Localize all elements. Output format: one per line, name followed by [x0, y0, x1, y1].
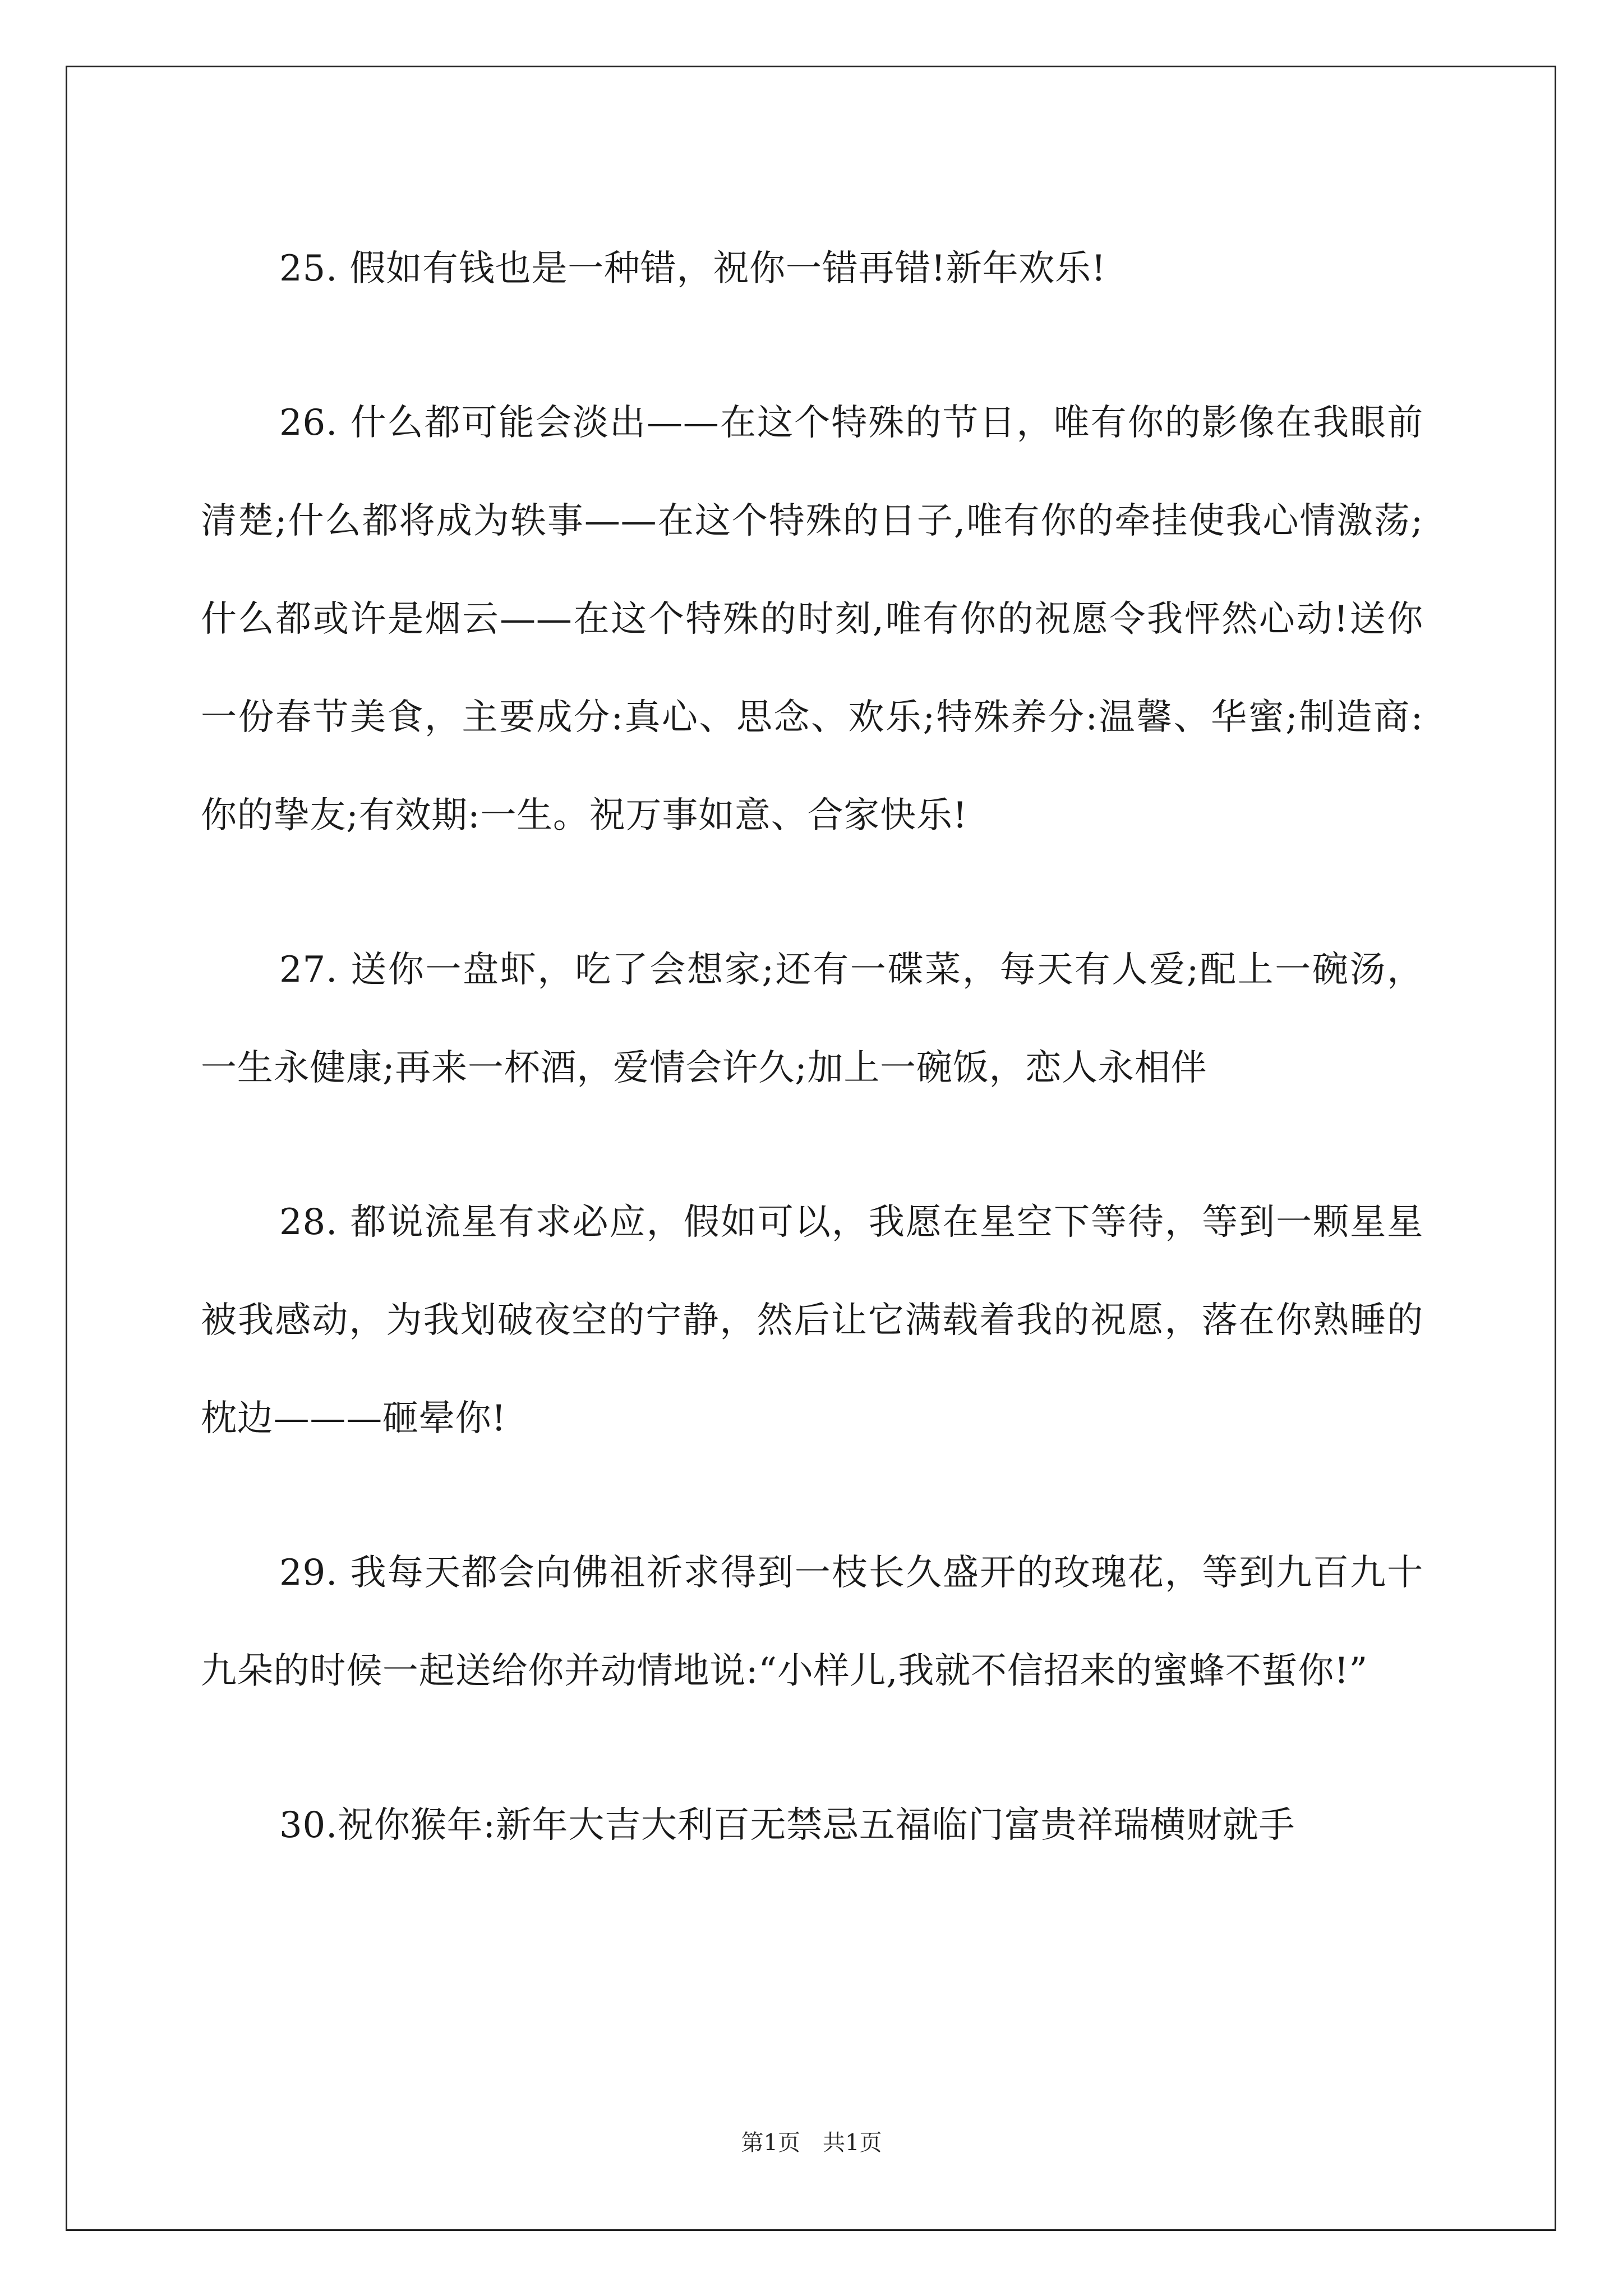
paragraph-30: 30.祝你猴年:新年大吉大利百无禁忌五福临门富贵祥瑞横财就手 — [279, 1805, 1295, 1846]
paragraph-27: 27. 送你一盘虾，吃了会想家;还有一碟菜，每天有人爱;配上一碗汤，一生永健康;再来一杯酒，爱情会许久;加上一碗饭，恋人永相伴 — [201, 949, 1423, 1089]
paragraph-29: 29. 我每天都会向佛祖祈求得到一枝长久盛开的玫瑰花，等到九百九十九朵的时候一起送给你并动情地说:“小样儿,我就不信招来的蜜蜂不蜇你!” — [201, 1552, 1423, 1692]
page-number-footer: 第1页 共1页 — [741, 2130, 882, 2156]
paragraph-28: 28. 都说流星有求必应，假如可以，我愿在星空下等待，等到一颗星星被我感动，为我划破夜空的宁静，然后让它满载着我的祝愿，落在你熟睡的枕边———砸晕你! — [201, 1202, 1423, 1439]
paragraph-26: 26. 什么都可能会淡出——在这个特殊的节日，唯有你的影像在我眼前清楚;什么都将成为轶事——在这个特殊的日子,唯有你的牵挂使我心情激荡;什么都或许是烟云——在这个特殊的时刻,唯有你的祝愿令我怦然心动!送你一份春节美食，主要成分:真心、思念、欢乐;特殊养分:温馨、华蜜;制造商:你的挚友;有效期:一生。祝万事如意、合家快乐! — [201, 402, 1423, 836]
paragraph-25: 25. 假如有钱也是一种错，祝你一错再错!新年欢乐! — [279, 248, 1106, 289]
document-body — [201, 220, 1423, 1931]
